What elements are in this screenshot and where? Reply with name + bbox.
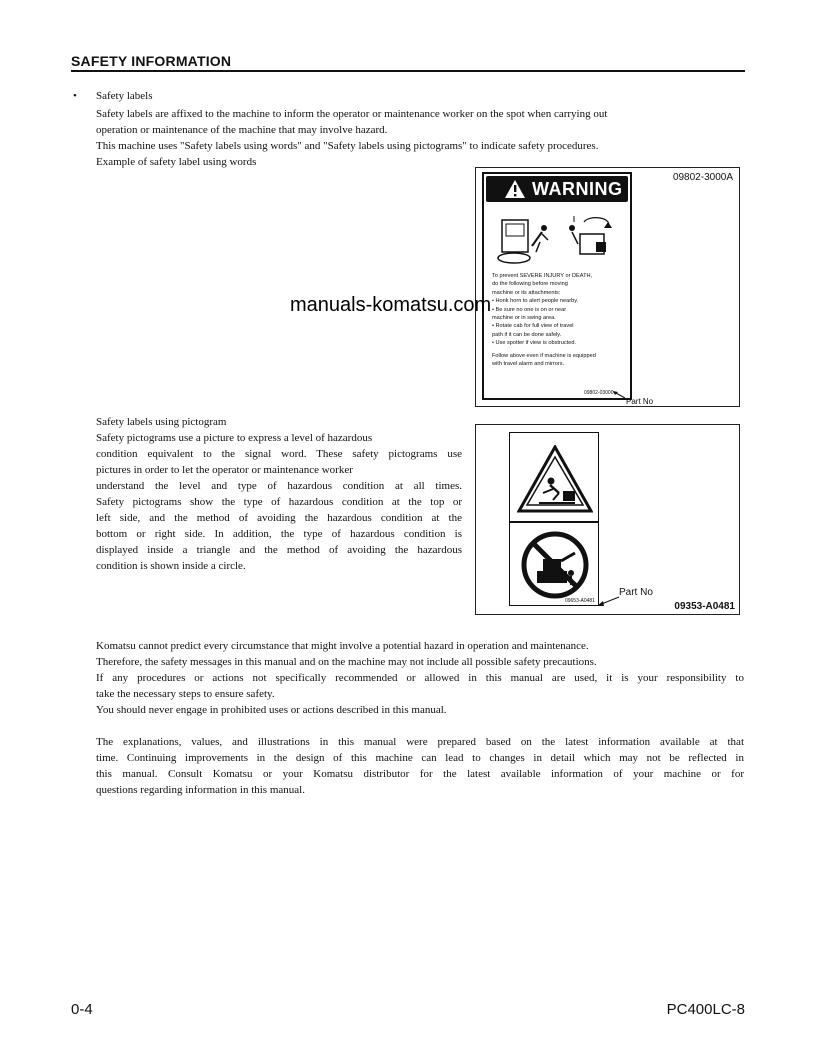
warning-text-line: with travel alarm and mirrors. xyxy=(492,361,565,368)
title-rule xyxy=(71,70,745,72)
safety-labels-heading: Safety labels xyxy=(96,90,153,102)
pictogram-line-7: bottom or right side. In addition, the type of hazardous condition is xyxy=(96,528,462,540)
disclaimer-p2-line-1: The explanations, values, and illustrations in this manual were prepared based on the latest information available at that xyxy=(96,736,744,748)
prohibition-circle-icon xyxy=(521,531,589,599)
warning-text-line: • Rotate cab for full view of travel xyxy=(492,323,574,330)
intro-line-3: This machine uses "Safety labels using words" and "Safety labels using pictograms" to indicate safety procedures. xyxy=(96,140,599,152)
pictogram-heading: Safety labels using pictogram xyxy=(96,416,227,428)
warning-label-figure xyxy=(475,167,740,407)
warning-text-line: • Honk horn to alert people nearby. xyxy=(492,298,579,305)
hazard-triangle-icon xyxy=(517,445,593,515)
pictogram-part-code: 09653-A0481 xyxy=(564,598,595,604)
warning-text-line: do the following before moving xyxy=(492,281,568,288)
warning-text-line: path if it can be done safely. xyxy=(492,331,562,338)
disclaimer-p2-line-4: questions regarding information in this manual. xyxy=(96,784,305,796)
warning-part-code: 09802-03000 xyxy=(584,390,614,396)
bullet-marker: • xyxy=(73,90,77,102)
warning-label-text xyxy=(492,272,630,368)
pictogram-line-8: displayed inside a triangle and the method of avoiding the hazardous xyxy=(96,544,462,556)
page-number: 0-4 xyxy=(71,1001,93,1018)
disclaimer-line-1: Komatsu cannot predict every circumstance that might involve a potential hazard in operation and maintenance. xyxy=(96,640,589,652)
warning-header xyxy=(486,176,628,202)
pictogram-part-no-label: Part No xyxy=(619,587,653,598)
warning-triangle-icon xyxy=(504,179,526,199)
warning-text-line: To prevent SEVERE INJURY or DEATH, xyxy=(492,273,593,279)
warning-text-line: • Be sure no one is on or near xyxy=(492,306,567,313)
arrow-icon xyxy=(596,595,620,607)
warning-label-sticker xyxy=(482,172,632,400)
watermark: manuals-komatsu.com xyxy=(290,294,492,316)
warning-text-line: • Use spotter if view is obstructed. xyxy=(492,340,577,347)
pictogram-label-code: 09353-A0481 xyxy=(674,601,735,612)
pictogram-line-5: Safety pictograms show the type of hazardous condition at the top or xyxy=(96,496,462,508)
warning-label-code: 09802-3000A xyxy=(672,172,733,183)
disclaimer-line-4: take the necessary steps to ensure safety. xyxy=(96,688,275,700)
model-name: PC400LC-8 xyxy=(666,1001,745,1018)
intro-line-2: operation or maintenance of the machine that may involve hazard. xyxy=(96,124,388,136)
disclaimer-p2-line-3: this manual. Consult Komatsu or your Komatsu distributor for the latest available information of your machine or for xyxy=(96,768,744,780)
pictogram-line-2: condition equivalent to the signal word. These safety pictograms use xyxy=(96,448,462,460)
disclaimer-line-3: If any procedures or actions not specifically recommended or allowed in this manual are used, it is your responsibility to xyxy=(96,672,744,684)
page-title: SAFETY INFORMATION xyxy=(71,53,232,69)
warning-text-line: machine or its attachments: xyxy=(492,289,561,296)
disclaimer-line-5: You should never engage in prohibited uses or actions described in this manual. xyxy=(96,704,447,716)
disclaimer-p2-line-2: time. Continuing improvements in the design of this machine can lead to changes in detail which may not be reflected in xyxy=(96,752,744,764)
pictogram-label-figure xyxy=(475,424,740,615)
warning-part-no-label: Part No xyxy=(626,397,654,406)
pictogram-line-3: pictures in order to let the operator or maintenance worker xyxy=(96,464,353,476)
pictogram-sticker xyxy=(509,432,599,606)
warning-text-line: machine or in swing area. xyxy=(492,315,556,322)
pictogram-line-6: left side, and the method of avoiding the hazardous condition at the xyxy=(96,512,462,524)
arrow-icon xyxy=(612,390,626,400)
machine-hazard-pictogram-icon xyxy=(488,208,626,268)
intro-line-4: Example of safety label using words xyxy=(96,156,257,168)
disclaimer-line-2: Therefore, the safety messages in this manual and on the machine may not include all possible safety precautions. xyxy=(96,656,597,668)
warning-signal-word: WARNING xyxy=(532,179,623,199)
pictogram-line-9: condition is shown inside a circle. xyxy=(96,560,246,572)
intro-line-1: Safety labels are affixed to the machine to inform the operator or maintenance worker on the spot when carrying out xyxy=(96,108,608,120)
pictogram-divider xyxy=(510,521,598,523)
warning-text-line: Follow above even if machine is equipped xyxy=(492,352,596,359)
pictogram-line-1: Safety pictograms use a picture to express a level of hazardous xyxy=(96,432,373,444)
pictogram-line-4: understand the level and type of hazardous condition at all times. xyxy=(96,480,462,492)
